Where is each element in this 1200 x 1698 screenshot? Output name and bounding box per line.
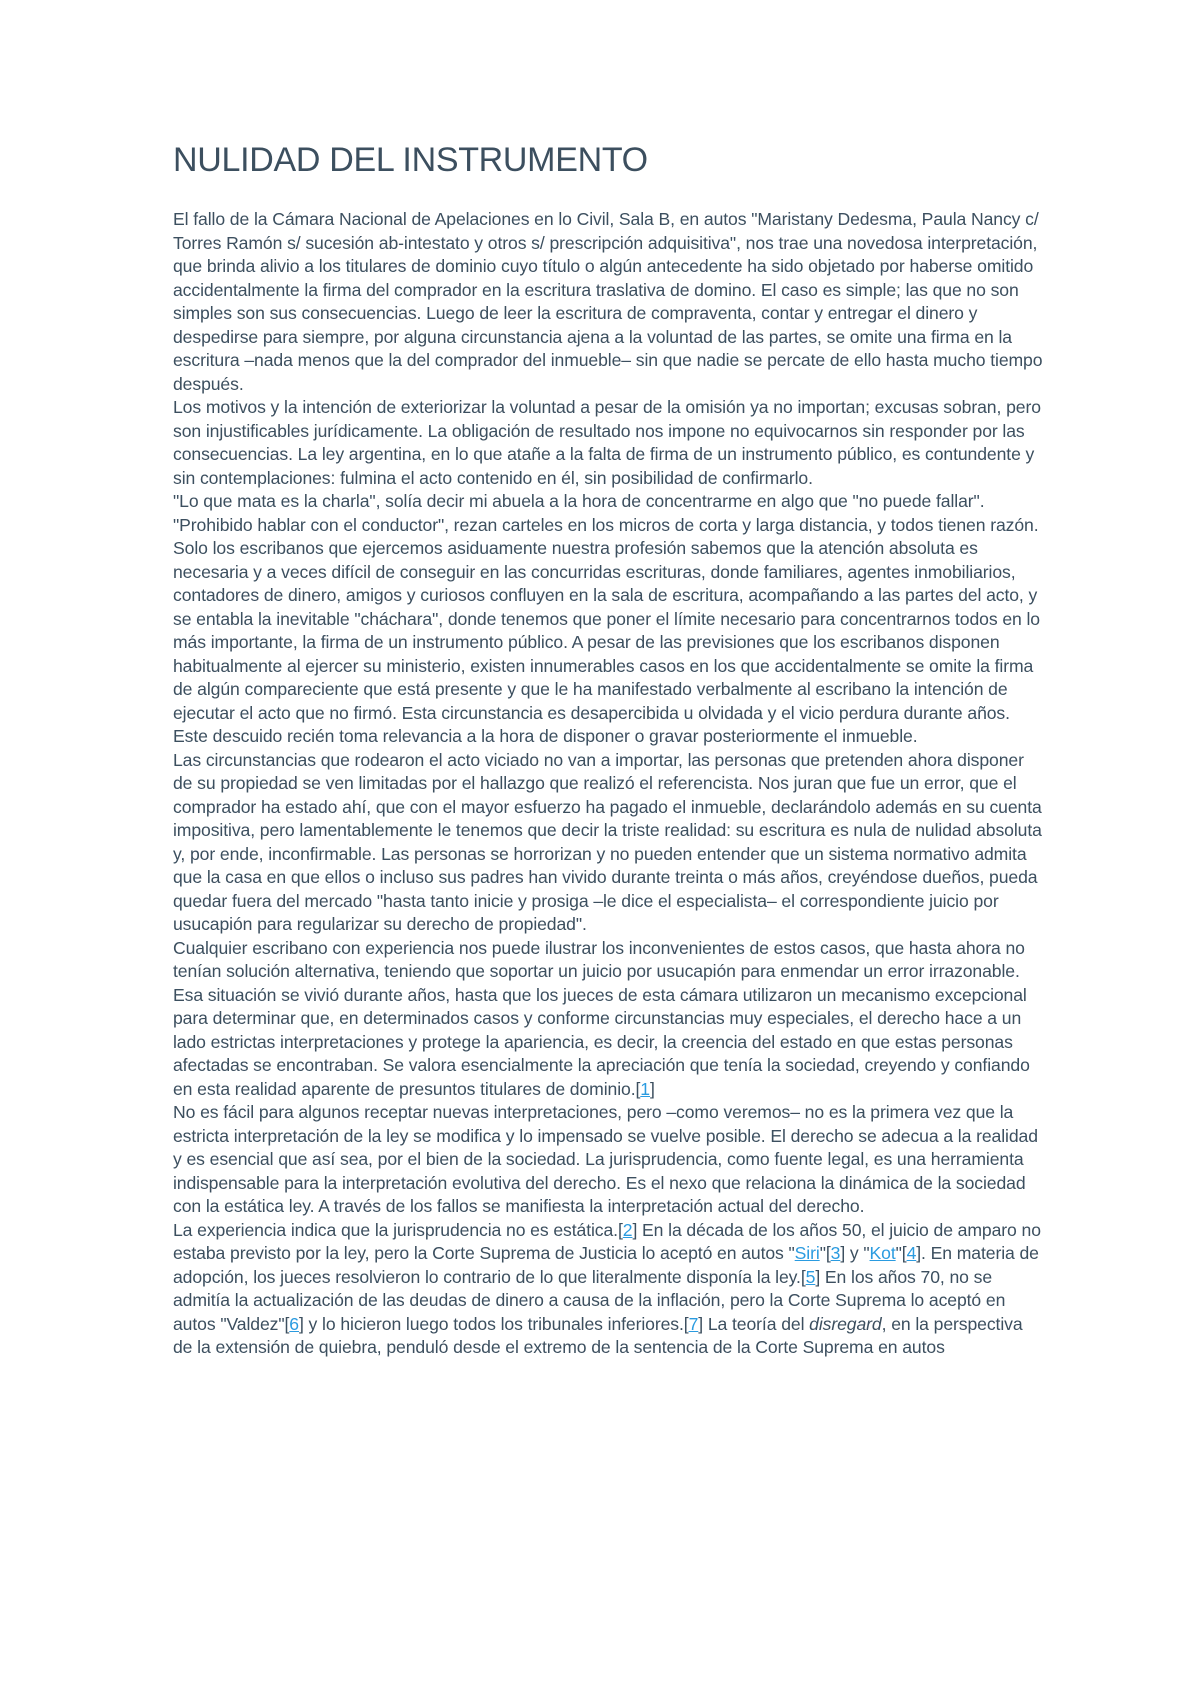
body-paragraph [173, 1101, 1043, 1219]
paragraph-text: ] y lo hicieron luego todos los tribunales inferiores.[ [298, 1313, 689, 1334]
paragraph-text: ] En la década de los años 50, el juicio de amparo no estaba previsto por la ley, pero la Corte Suprema de Justicia lo aceptó en autos " [173, 1219, 1041, 1263]
body-paragraph [173, 396, 1043, 490]
paragraph-text: ] [649, 1078, 655, 1099]
paragraph-text: Los motivos y la intención de exteriorizar la voluntad a pesar de la omisión ya no importan; excusas sobran, pero son injustificables jurídicamente. La obligación de resultado nos impone no equivocarnos sin responder por las consecuencias. La ley argentina, en lo que atañe a la falta de firma de un instrumento público, es contundente y sin contemplaciones: fulmina el acto contenido en él, sin posibilidad de confirmarlo. [173, 397, 1041, 488]
paragraph-text: Las circunstancias que rodearon el acto viciado no van a importar, las personas que pretenden ahora disponer de su propiedad se ven limitadas por el hallazgo que realizó el referencista. Nos juran que fue un error, que el comprador ha estado ahí, que con el mayor esfuerzo ha pagado el inmueble, declarándolo además en su cuenta impositiva, pero lamentablemente le tenemos que decir la triste realidad: su escritura es nula de nulidad absoluta y, por ende, inconfirmable. Las personas se horrorizan y no pueden entender que un sistema normativo admita que la casa en que ellos o incluso sus padres han vivido durante treinta o más años, creyéndose dueños, pueda quedar fuera del mercado "hasta tanto inicie y prosiga –le dice el especialista– el correspondiente juicio por usucapión para regularizar su derecho de propiedad". [173, 749, 1042, 934]
paragraph-text: ] y " [840, 1243, 870, 1263]
body-paragraph [173, 937, 1043, 1102]
body-paragraph [173, 490, 1043, 749]
paragraph-text: , en la perspectiva de la extensión de quiebra, penduló desde el extremo de la sentencia de la Corte Suprema en autos [173, 1313, 1023, 1357]
footnote-link[interactable]: 5 [805, 1266, 816, 1287]
emphasis-text: disregard [809, 1313, 882, 1334]
footnote-link[interactable]: 2 [622, 1219, 633, 1240]
footnote-link[interactable]: 1 [640, 1078, 650, 1099]
case-link[interactable]: Siri [794, 1243, 820, 1263]
footnote-link[interactable]: 6 [289, 1313, 299, 1334]
paragraph-text: "[ [819, 1243, 831, 1263]
body-paragraph [173, 208, 1043, 396]
paragraph-text: ]. En materia de adopción, los jueces resolvieron lo contrario de lo que literalmente disponía la ley.[ [173, 1243, 1039, 1287]
document-title: NULIDAD DEL INSTRUMENTO [173, 141, 648, 179]
paragraph-text: No es fácil para algunos receptar nuevas interpretaciones, pero –como veremos– no es la primera vez que la estricta interpretación de la ley se modifica y lo impensado se vuelve posible. El derecho se adecua a la realidad y es esencial que así sea, por el bien de la sociedad. La jurisprudencia, como fuente legal, es una herramienta indispensable para la interpretación evolutiva del derecho. Es el nexo que relaciona la dinámica de la sociedad con la estática ley. A través de los fallos se manifiesta la interpretación actual del derecho. [173, 1102, 1038, 1216]
paragraph-text: ] La teoría del [698, 1313, 810, 1334]
document-body [173, 208, 1043, 1360]
body-paragraph [173, 749, 1043, 937]
footnote-link[interactable]: 7 [688, 1313, 699, 1334]
paragraph-text: "Lo que mata es la charla", solía decir mi abuela a la hora de concentrarme en algo que "no puede fallar". "Prohibido hablar con el conductor", rezan carteles en los micros de corta y larga distancia, y todos tienen razón. Solo los escribanos que ejercemos asiduamente nuestra profesión sabemos que la atención absoluta es necesaria y a veces difícil de conseguir en las concurridas escrituras, donde familiares, agentes inmobiliarios, contadores de dinero, amigos y curiosos confluyen en la sala de escritura, acompañando a las partes del acto, y se entabla la inevitable "cháchara", donde tenemos que poner el límite necesario para concentrarnos todos en lo más importante, la firma de un instrumento público. A pesar de las previsiones que los escribanos disponen habitualmente al ejercer su ministerio, existen innumerables casos en los que accidentalmente se omite la firma de algún compareciente que está presente y que le ha manifestado verbalmente al escribano la intención de ejecutar el acto que no firmó. Esta circunstancia es desapercibida u olvidada y el vicio perdura durante años. Este descuido recién toma relevancia a la hora de disponer o gravar posteriormente el inmueble. [173, 491, 1040, 746]
paragraph-text: Cualquier escribano con experiencia nos puede ilustrar los inconvenientes de estos casos, que hasta ahora no tenían solución alternativa, teniendo que soportar un juicio por usucapión para enmendar un error irrazonable. Esa situación se vivió durante años, hasta que los jueces de esta cámara utilizaron un mecanismo excepcional para determinar que, en determinados casos y conforme circunstancias muy especiales, el derecho hace a un lado estrictas interpretaciones y protege la apariencia, es decir, la creencia del estado en que estas personas afectadas se encontraban. Se valora esencialmente la apreciación que tenía la sociedad, creyendo y confiando en esta realidad aparente de presuntos titulares de dominio.[ [173, 937, 1030, 1099]
paragraph-text: El fallo de la Cámara Nacional de Apelaciones en lo Civil, Sala B, en autos "Maristany Dedesma, Paula Nancy c/ Torres Ramón s/ sucesión ab-intestato y otros s/ prescripción adquisitiva", nos trae una novedosa interpretación, que brinda alivio a los titulares de dominio cuyo título o algún antecedente ha sido objetado por haberse omitido accidentalmente la firma del comprador en la escritura traslativa de domino. El caso es simple; las que no son simples son sus consecuencias. Luego de leer la escritura de compraventa, contar y entregar el dinero y despedirse para siempre, por alguna circunstancia ajena a la voluntad de las partes, se omite una firma en la escritura –nada menos que la del comprador del inmueble– sin que nadie se percate de ello hasta mucho tiempo después. [173, 209, 1043, 394]
paragraph-text: "[ [895, 1243, 907, 1263]
body-paragraph [173, 1219, 1043, 1360]
footnote-link[interactable]: 4 [906, 1243, 917, 1263]
case-link[interactable]: Kot [869, 1243, 896, 1263]
footnote-link[interactable]: 3 [830, 1243, 841, 1263]
paragraph-text: La experiencia indica que la jurisprudencia no es estática.[ [173, 1219, 623, 1240]
paragraph-text: ] En los años 70, no se admitía la actualización de las deudas de dinero a causa de la inflación, pero la Corte Suprema lo aceptó en autos "Valdez"[ [173, 1266, 1006, 1334]
document-page [173, 140, 1043, 1360]
